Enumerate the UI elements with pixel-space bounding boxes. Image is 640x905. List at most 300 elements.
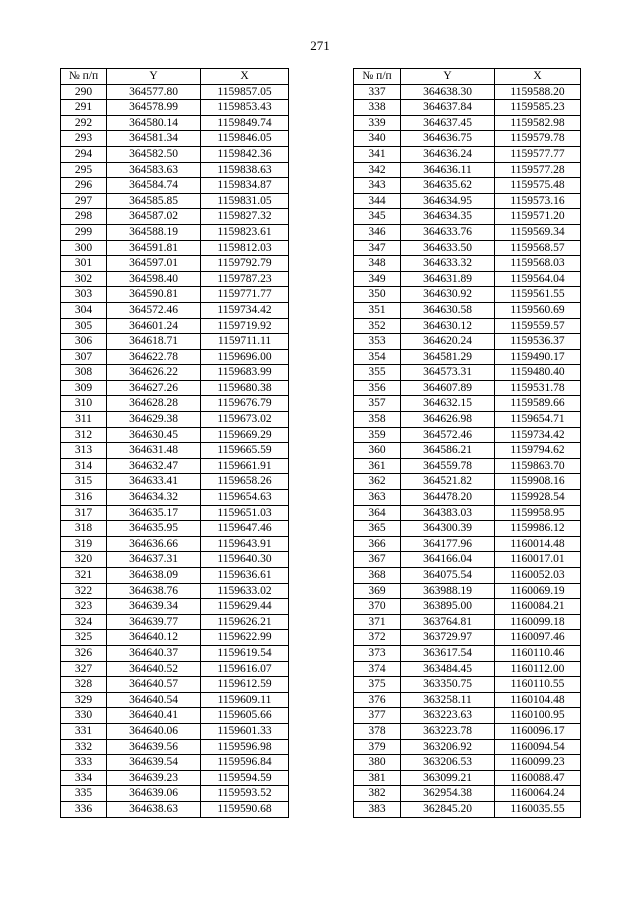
table-row <box>61 770 289 786</box>
point-number-cell: 307 <box>61 349 107 365</box>
y-coordinate-cell: 364075.54 <box>401 568 495 584</box>
y-coordinate-cell: 364634.95 <box>401 193 495 209</box>
x-coordinate-cell: 1160084.21 <box>495 599 581 615</box>
point-number-cell: 369 <box>354 583 401 599</box>
x-coordinate-cell: 1159908.16 <box>495 474 581 490</box>
point-number-cell: 299 <box>61 224 107 240</box>
header-number: № п/п <box>354 69 401 85</box>
y-coordinate-cell: 364478.20 <box>401 490 495 506</box>
table-row <box>354 365 581 381</box>
table-row <box>61 630 289 646</box>
x-coordinate-cell: 1159590.68 <box>201 801 289 817</box>
point-number-cell: 304 <box>61 302 107 318</box>
point-number-cell: 314 <box>61 458 107 474</box>
y-coordinate-cell: 364640.41 <box>107 708 201 724</box>
x-coordinate-cell: 1159633.02 <box>201 583 289 599</box>
x-coordinate-cell: 1159605.66 <box>201 708 289 724</box>
table-row <box>61 723 289 739</box>
header-number: № п/п <box>61 69 107 85</box>
table-row <box>61 490 289 506</box>
y-coordinate-cell: 364166.04 <box>401 552 495 568</box>
point-number-cell: 336 <box>61 801 107 817</box>
x-coordinate-cell: 1159585.23 <box>495 100 581 116</box>
point-number-cell: 335 <box>61 786 107 802</box>
point-number-cell: 313 <box>61 443 107 459</box>
y-coordinate-cell: 364177.96 <box>401 536 495 552</box>
table-row <box>354 271 581 287</box>
point-number-cell: 322 <box>61 583 107 599</box>
x-coordinate-cell: 1159582.98 <box>495 115 581 131</box>
table-row <box>61 334 289 350</box>
x-coordinate-cell: 1160100.95 <box>495 708 581 724</box>
point-number-cell: 380 <box>354 755 401 771</box>
point-number-cell: 347 <box>354 240 401 256</box>
x-coordinate-cell: 1160014.48 <box>495 536 581 552</box>
table-row <box>354 427 581 443</box>
point-number-cell: 351 <box>354 302 401 318</box>
table-row <box>354 770 581 786</box>
table-row <box>61 552 289 568</box>
x-coordinate-cell: 1159842.36 <box>201 146 289 162</box>
x-coordinate-cell: 1159846.05 <box>201 131 289 147</box>
point-number-cell: 311 <box>61 412 107 428</box>
point-number-cell: 330 <box>61 708 107 724</box>
point-number-cell: 291 <box>61 100 107 116</box>
point-number-cell: 349 <box>354 271 401 287</box>
x-coordinate-cell: 1159853.43 <box>201 100 289 116</box>
y-coordinate-cell: 364639.06 <box>107 786 201 802</box>
x-coordinate-cell: 1159958.95 <box>495 505 581 521</box>
table-row <box>354 131 581 147</box>
table-row <box>61 396 289 412</box>
point-number-cell: 327 <box>61 661 107 677</box>
x-coordinate-cell: 1159559.57 <box>495 318 581 334</box>
table-row <box>61 302 289 318</box>
x-coordinate-cell: 1160099.18 <box>495 614 581 630</box>
y-coordinate-cell: 364601.24 <box>107 318 201 334</box>
x-coordinate-cell: 1159647.46 <box>201 521 289 537</box>
point-number-cell: 312 <box>61 427 107 443</box>
point-number-cell: 309 <box>61 380 107 396</box>
table-row <box>61 224 289 240</box>
y-coordinate-cell: 364635.62 <box>401 178 495 194</box>
y-coordinate-cell: 364634.32 <box>107 490 201 506</box>
table-row <box>354 458 581 474</box>
table-row <box>354 723 581 739</box>
point-number-cell: 362 <box>354 474 401 490</box>
x-coordinate-cell: 1159643.91 <box>201 536 289 552</box>
x-coordinate-cell: 1159661.91 <box>201 458 289 474</box>
x-coordinate-cell: 1159596.98 <box>201 739 289 755</box>
x-coordinate-cell: 1159812.03 <box>201 240 289 256</box>
point-number-cell: 318 <box>61 521 107 537</box>
point-number-cell: 321 <box>61 568 107 584</box>
point-number-cell: 326 <box>61 645 107 661</box>
table-row <box>61 645 289 661</box>
point-number-cell: 337 <box>354 84 401 100</box>
x-coordinate-cell: 1159676.79 <box>201 396 289 412</box>
x-coordinate-cell: 1159640.30 <box>201 552 289 568</box>
point-number-cell: 370 <box>354 599 401 615</box>
point-number-cell: 354 <box>354 349 401 365</box>
y-coordinate-cell: 364637.31 <box>107 552 201 568</box>
table-header-row <box>354 69 581 85</box>
table-row <box>354 630 581 646</box>
y-coordinate-cell: 364636.75 <box>401 131 495 147</box>
table-row <box>61 193 289 209</box>
y-coordinate-cell: 364632.47 <box>107 458 201 474</box>
x-coordinate-cell: 1159575.48 <box>495 178 581 194</box>
table-row <box>354 599 581 615</box>
y-coordinate-cell: 364633.76 <box>401 224 495 240</box>
x-coordinate-cell: 1159838.63 <box>201 162 289 178</box>
point-number-cell: 363 <box>354 490 401 506</box>
coordinates-table-left <box>60 68 289 818</box>
table-row <box>354 614 581 630</box>
y-coordinate-cell: 364638.30 <box>401 84 495 100</box>
table-row <box>61 146 289 162</box>
table-row <box>354 677 581 693</box>
x-coordinate-cell: 1160104.48 <box>495 692 581 708</box>
y-coordinate-cell: 364637.84 <box>401 100 495 116</box>
x-coordinate-cell: 1159531.78 <box>495 380 581 396</box>
table-row <box>354 178 581 194</box>
table-row <box>354 349 581 365</box>
point-number-cell: 325 <box>61 630 107 646</box>
x-coordinate-cell: 1159734.42 <box>495 427 581 443</box>
y-coordinate-cell: 364630.58 <box>401 302 495 318</box>
header-x: X <box>495 69 581 85</box>
table-row <box>354 692 581 708</box>
table-row <box>61 458 289 474</box>
point-number-cell: 356 <box>354 380 401 396</box>
x-coordinate-cell: 1159596.84 <box>201 755 289 771</box>
table-row <box>61 739 289 755</box>
point-number-cell: 355 <box>354 365 401 381</box>
table-row <box>354 115 581 131</box>
page-number: 271 <box>310 38 330 53</box>
y-coordinate-cell: 364590.81 <box>107 287 201 303</box>
point-number-cell: 364 <box>354 505 401 521</box>
y-coordinate-cell: 364607.89 <box>401 380 495 396</box>
y-coordinate-cell: 364639.54 <box>107 755 201 771</box>
point-number-cell: 296 <box>61 178 107 194</box>
y-coordinate-cell: 364622.78 <box>107 349 201 365</box>
y-coordinate-cell: 364573.31 <box>401 365 495 381</box>
y-coordinate-cell: 364631.89 <box>401 271 495 287</box>
x-coordinate-cell: 1159536.37 <box>495 334 581 350</box>
point-number-cell: 293 <box>61 131 107 147</box>
x-coordinate-cell: 1159711.11 <box>201 334 289 350</box>
x-coordinate-cell: 1159601.33 <box>201 723 289 739</box>
point-number-cell: 339 <box>354 115 401 131</box>
y-coordinate-cell: 363484.45 <box>401 661 495 677</box>
x-coordinate-cell: 1159673.02 <box>201 412 289 428</box>
table-row <box>354 474 581 490</box>
x-coordinate-cell: 1159589.66 <box>495 396 581 412</box>
x-coordinate-cell: 1159834.87 <box>201 178 289 194</box>
table-row <box>61 755 289 771</box>
y-coordinate-cell: 364635.95 <box>107 521 201 537</box>
y-coordinate-cell: 364597.01 <box>107 256 201 272</box>
y-coordinate-cell: 364618.71 <box>107 334 201 350</box>
x-coordinate-cell: 1159569.34 <box>495 224 581 240</box>
x-coordinate-cell: 1159857.05 <box>201 84 289 100</box>
x-coordinate-cell: 1159622.99 <box>201 630 289 646</box>
table-row <box>354 318 581 334</box>
y-coordinate-cell: 364640.54 <box>107 692 201 708</box>
table-row <box>354 645 581 661</box>
y-coordinate-cell: 364638.63 <box>107 801 201 817</box>
point-number-cell: 297 <box>61 193 107 209</box>
x-coordinate-cell: 1159863.70 <box>495 458 581 474</box>
point-number-cell: 301 <box>61 256 107 272</box>
point-number-cell: 340 <box>354 131 401 147</box>
point-number-cell: 295 <box>61 162 107 178</box>
y-coordinate-cell: 363206.53 <box>401 755 495 771</box>
x-coordinate-cell: 1159831.05 <box>201 193 289 209</box>
point-number-cell: 348 <box>354 256 401 272</box>
table-row <box>61 318 289 334</box>
table-row <box>354 443 581 459</box>
y-coordinate-cell: 363729.97 <box>401 630 495 646</box>
x-coordinate-cell: 1159827.32 <box>201 209 289 225</box>
point-number-cell: 372 <box>354 630 401 646</box>
y-coordinate-cell: 364640.12 <box>107 630 201 646</box>
x-coordinate-cell: 1159771.77 <box>201 287 289 303</box>
point-number-cell: 376 <box>354 692 401 708</box>
table-row <box>61 380 289 396</box>
table-row <box>61 365 289 381</box>
x-coordinate-cell: 1159680.38 <box>201 380 289 396</box>
y-coordinate-cell: 363258.11 <box>401 692 495 708</box>
point-number-cell: 308 <box>61 365 107 381</box>
x-coordinate-cell: 1160052.03 <box>495 568 581 584</box>
table-row <box>61 287 289 303</box>
point-number-cell: 352 <box>354 318 401 334</box>
x-coordinate-cell: 1159658.26 <box>201 474 289 490</box>
point-number-cell: 342 <box>354 162 401 178</box>
point-number-cell: 317 <box>61 505 107 521</box>
x-coordinate-cell: 1159719.92 <box>201 318 289 334</box>
x-coordinate-cell: 1160110.46 <box>495 645 581 661</box>
table-row <box>61 599 289 615</box>
table-row <box>354 302 581 318</box>
y-coordinate-cell: 364632.15 <box>401 396 495 412</box>
table-row <box>354 240 581 256</box>
x-coordinate-cell: 1159794.62 <box>495 443 581 459</box>
table-row <box>354 568 581 584</box>
y-coordinate-cell: 363988.19 <box>401 583 495 599</box>
y-coordinate-cell: 364636.24 <box>401 146 495 162</box>
x-coordinate-cell: 1159928.54 <box>495 490 581 506</box>
y-coordinate-cell: 364633.41 <box>107 474 201 490</box>
x-coordinate-cell: 1159577.77 <box>495 146 581 162</box>
table-row <box>61 708 289 724</box>
x-coordinate-cell: 1159636.61 <box>201 568 289 584</box>
point-number-cell: 373 <box>354 645 401 661</box>
table-row <box>61 692 289 708</box>
table-row <box>354 396 581 412</box>
y-coordinate-cell: 364638.76 <box>107 583 201 599</box>
y-coordinate-cell: 364639.56 <box>107 739 201 755</box>
table-row <box>354 536 581 552</box>
y-coordinate-cell: 364577.80 <box>107 84 201 100</box>
y-coordinate-cell: 364627.26 <box>107 380 201 396</box>
x-coordinate-cell: 1160035.55 <box>495 801 581 817</box>
x-coordinate-cell: 1159573.16 <box>495 193 581 209</box>
table-row <box>61 677 289 693</box>
table-row <box>61 240 289 256</box>
x-coordinate-cell: 1159651.03 <box>201 505 289 521</box>
point-number-cell: 374 <box>354 661 401 677</box>
point-number-cell: 382 <box>354 786 401 802</box>
table-row <box>61 115 289 131</box>
point-number-cell: 338 <box>354 100 401 116</box>
y-coordinate-cell: 364559.78 <box>401 458 495 474</box>
x-coordinate-cell: 1160088.47 <box>495 770 581 786</box>
point-number-cell: 324 <box>61 614 107 630</box>
point-number-cell: 303 <box>61 287 107 303</box>
table-row <box>61 443 289 459</box>
table-row <box>354 708 581 724</box>
y-coordinate-cell: 364630.45 <box>107 427 201 443</box>
table-row <box>61 271 289 287</box>
point-number-cell: 361 <box>354 458 401 474</box>
point-number-cell: 305 <box>61 318 107 334</box>
header-y: Y <box>107 69 201 85</box>
point-number-cell: 377 <box>354 708 401 724</box>
y-coordinate-cell: 364591.81 <box>107 240 201 256</box>
y-coordinate-cell: 364640.06 <box>107 723 201 739</box>
table-row <box>354 224 581 240</box>
x-coordinate-cell: 1159787.23 <box>201 271 289 287</box>
point-number-cell: 300 <box>61 240 107 256</box>
table-row <box>354 209 581 225</box>
table-row <box>354 412 581 428</box>
y-coordinate-cell: 363350.75 <box>401 677 495 693</box>
header-y: Y <box>401 69 495 85</box>
point-number-cell: 345 <box>354 209 401 225</box>
point-number-cell: 344 <box>354 193 401 209</box>
point-number-cell: 294 <box>61 146 107 162</box>
y-coordinate-cell: 363099.21 <box>401 770 495 786</box>
x-coordinate-cell: 1159594.59 <box>201 770 289 786</box>
table-row <box>354 583 581 599</box>
y-coordinate-cell: 364626.22 <box>107 365 201 381</box>
y-coordinate-cell: 364628.28 <box>107 396 201 412</box>
table-row <box>354 505 581 521</box>
y-coordinate-cell: 364585.85 <box>107 193 201 209</box>
table-row <box>61 801 289 817</box>
table-row <box>354 552 581 568</box>
point-number-cell: 310 <box>61 396 107 412</box>
y-coordinate-cell: 364638.09 <box>107 568 201 584</box>
table-row <box>354 521 581 537</box>
x-coordinate-cell: 1159568.03 <box>495 256 581 272</box>
y-coordinate-cell: 363617.54 <box>401 645 495 661</box>
x-coordinate-cell: 1160064.24 <box>495 786 581 802</box>
x-coordinate-cell: 1159823.61 <box>201 224 289 240</box>
x-coordinate-cell: 1159609.11 <box>201 692 289 708</box>
table-row <box>61 661 289 677</box>
x-coordinate-cell: 1160096.17 <box>495 723 581 739</box>
point-number-cell: 371 <box>354 614 401 630</box>
point-number-cell: 379 <box>354 739 401 755</box>
x-coordinate-cell: 1159571.20 <box>495 209 581 225</box>
point-number-cell: 341 <box>354 146 401 162</box>
x-coordinate-cell: 1160069.19 <box>495 583 581 599</box>
point-number-cell: 350 <box>354 287 401 303</box>
table-row <box>354 661 581 677</box>
point-number-cell: 331 <box>61 723 107 739</box>
y-coordinate-cell: 362845.20 <box>401 801 495 817</box>
point-number-cell: 375 <box>354 677 401 693</box>
point-number-cell: 334 <box>61 770 107 786</box>
table-row <box>61 568 289 584</box>
y-coordinate-cell: 363223.78 <box>401 723 495 739</box>
y-coordinate-cell: 364583.63 <box>107 162 201 178</box>
y-coordinate-cell: 363764.81 <box>401 614 495 630</box>
y-coordinate-cell: 364383.03 <box>401 505 495 521</box>
table-row <box>61 256 289 272</box>
table-row <box>354 380 581 396</box>
point-number-cell: 381 <box>354 770 401 786</box>
x-coordinate-cell: 1159629.44 <box>201 599 289 615</box>
y-coordinate-cell: 363223.63 <box>401 708 495 724</box>
x-coordinate-cell: 1160094.54 <box>495 739 581 755</box>
y-coordinate-cell: 362954.38 <box>401 786 495 802</box>
y-coordinate-cell: 364637.45 <box>401 115 495 131</box>
x-coordinate-cell: 1159588.20 <box>495 84 581 100</box>
table-row <box>61 474 289 490</box>
x-coordinate-cell: 1159480.40 <box>495 365 581 381</box>
y-coordinate-cell: 364633.50 <box>401 240 495 256</box>
y-coordinate-cell: 364631.48 <box>107 443 201 459</box>
y-coordinate-cell: 364300.39 <box>401 521 495 537</box>
x-coordinate-cell: 1159490.17 <box>495 349 581 365</box>
x-coordinate-cell: 1159654.63 <box>201 490 289 506</box>
point-number-cell: 357 <box>354 396 401 412</box>
y-coordinate-cell: 364586.21 <box>401 443 495 459</box>
x-coordinate-cell: 1159792.79 <box>201 256 289 272</box>
x-coordinate-cell: 1159619.54 <box>201 645 289 661</box>
point-number-cell: 367 <box>354 552 401 568</box>
table-row <box>61 505 289 521</box>
point-number-cell: 333 <box>61 755 107 771</box>
y-coordinate-cell: 364639.23 <box>107 770 201 786</box>
table-header-row <box>61 69 289 85</box>
table-row <box>61 209 289 225</box>
table-row <box>61 178 289 194</box>
y-coordinate-cell: 364580.14 <box>107 115 201 131</box>
table-row <box>61 521 289 537</box>
table-row <box>354 739 581 755</box>
table-row <box>61 583 289 599</box>
table-row <box>61 536 289 552</box>
y-coordinate-cell: 364521.82 <box>401 474 495 490</box>
table-row <box>354 490 581 506</box>
y-coordinate-cell: 364626.98 <box>401 412 495 428</box>
y-coordinate-cell: 364620.24 <box>401 334 495 350</box>
point-number-cell: 346 <box>354 224 401 240</box>
table-row <box>354 334 581 350</box>
y-coordinate-cell: 364581.29 <box>401 349 495 365</box>
table-row <box>354 146 581 162</box>
y-coordinate-cell: 364636.66 <box>107 536 201 552</box>
table-row <box>354 801 581 817</box>
point-number-cell: 319 <box>61 536 107 552</box>
